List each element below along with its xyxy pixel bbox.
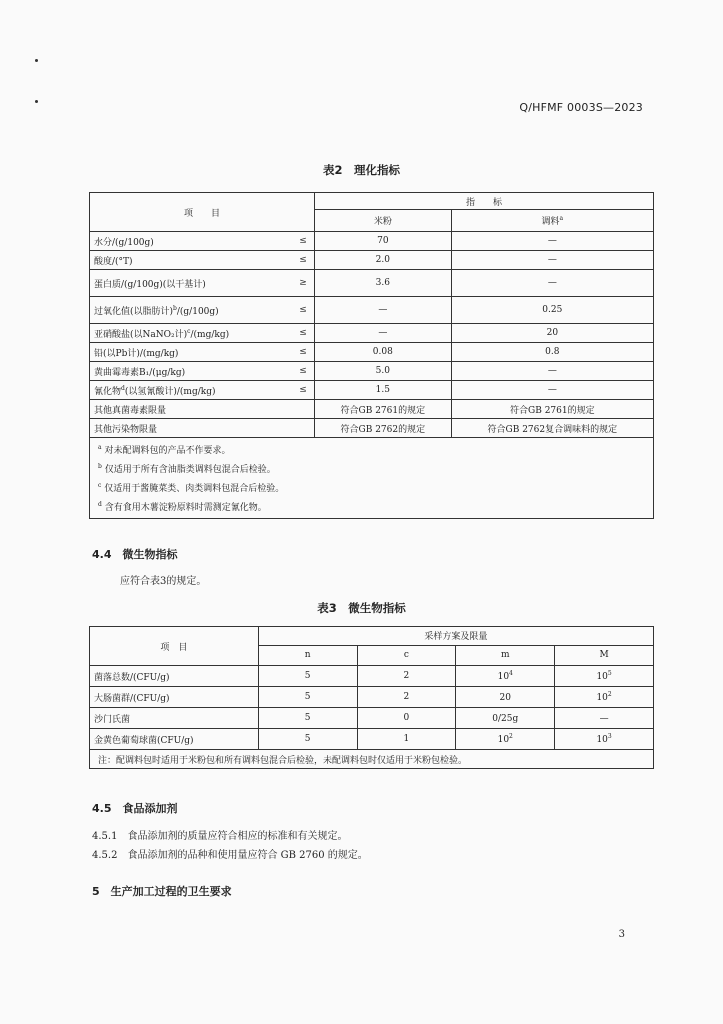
table2-row <box>90 297 654 324</box>
table2-item-text: 铅(以Pb计)/(mg/kg) <box>94 348 179 359</box>
table2-rice-value: 2.0 <box>315 251 452 270</box>
table2-seasoning-value: 20 <box>451 324 653 343</box>
table3-c: 1 <box>357 729 456 750</box>
clause-text: 食品添加剂的品种和使用量应符合 GB 2760 的规定。 <box>127 850 368 861</box>
table2-rice-value: 符合GB 2761的规定 <box>315 400 452 419</box>
table3-caption: 表3 微生物指标 <box>317 601 406 615</box>
table3-M-base: 10 <box>596 735 608 745</box>
table3-n: 5 <box>258 687 357 708</box>
table2-note-text: 仅适用于所有含油脂类调料包混合后检验。 <box>104 465 276 475</box>
table2-row <box>90 232 654 251</box>
table2-row <box>90 362 654 381</box>
table3-item: 沙门氏菌 <box>90 708 259 729</box>
footnote-mark: d <box>98 501 102 508</box>
table2-symbol: ≤ <box>292 251 315 270</box>
footnote-mark: b <box>173 304 177 312</box>
table3-row <box>90 729 654 750</box>
table3-row <box>90 708 654 729</box>
table2-item-text: 其他真菌毒素限量 <box>94 405 167 416</box>
table2-symbol: ≤ <box>292 324 315 343</box>
table2-note <box>98 440 645 459</box>
table2-note-text: 对未配调料包的产品不作要求。 <box>104 446 231 456</box>
table2-item <box>90 400 293 419</box>
table2-row <box>90 343 654 362</box>
table2-row <box>90 324 654 343</box>
table3-M-exponent: 2 <box>607 691 612 698</box>
table2-symbol: ≤ <box>292 381 315 400</box>
table2-header-indicator: 指 标 <box>315 193 654 210</box>
scan-dot <box>35 100 38 103</box>
table3-microbiological <box>89 626 654 769</box>
table3-M-base: 10 <box>596 693 608 703</box>
scan-dot <box>35 59 38 62</box>
table2-item-unit: /(g/100g) <box>176 306 219 317</box>
table2-caption: 表2 理化指标 <box>322 163 400 177</box>
section-4-4-text: 应符合表3的规定。 <box>120 576 207 587</box>
table3-m <box>456 729 555 750</box>
table2-item-text: 其他污染物限量 <box>94 424 158 435</box>
table3-M-base: — <box>599 714 609 724</box>
table2-item <box>90 270 293 297</box>
table2-symbol: ≤ <box>292 362 315 381</box>
table2-rice-value: 0.08 <box>315 343 452 362</box>
clause-text: 食品添加剂的质量应符合相应的标准和有关规定。 <box>127 831 348 842</box>
table2-row <box>90 270 654 297</box>
table3-m-exponent: 4 <box>509 670 513 677</box>
table2-symbol: ≤ <box>292 297 315 324</box>
table3-M-exponent: 5 <box>607 670 612 677</box>
table2-item-text: 过氧化值(以脂肪计) <box>94 306 174 317</box>
table2-header-rice: 米粉 <box>315 210 452 232</box>
table2-seasoning-value: 0.8 <box>451 343 653 362</box>
table2-seasoning-value: 符合GB 2762复合调味料的规定 <box>451 419 653 438</box>
table3-subheader: n <box>258 645 357 665</box>
table2-item <box>90 419 293 438</box>
table2-item <box>90 324 293 343</box>
table2-seasoning-value: — <box>451 381 653 400</box>
table3-note: 注：配调料包时适用于米粉包和所有调料包混合后检验，未配调料包时仅适用于米粉包检验。 <box>90 750 654 769</box>
section-4-5-1 <box>92 827 347 842</box>
table3-M <box>555 687 654 708</box>
table2-row <box>90 400 654 419</box>
table3-m <box>456 708 555 729</box>
footnote-mark: b <box>98 463 102 470</box>
table2-rice-value: 符合GB 2762的规定 <box>315 419 452 438</box>
table2-row <box>90 419 654 438</box>
table3-row <box>90 666 654 687</box>
table2-note <box>98 459 645 478</box>
table2-header-seasoning-label: 调料 <box>541 217 560 228</box>
table3-m-base: 20 <box>499 693 511 703</box>
table2-item-text: 黄曲霉毒素B₁/(μg/kg) <box>94 367 186 378</box>
table3-m-base: 10 <box>497 735 510 745</box>
section-4-4-title: 4.4 微生物指标 <box>92 548 178 561</box>
table2-note-text: 仅适用于酱腌菜类、肉类调料包混合后检验。 <box>104 484 285 494</box>
table3-M-base: 10 <box>596 672 608 682</box>
table3-M <box>555 708 654 729</box>
table3-M <box>555 729 654 750</box>
clause-number: 4.5.1 <box>92 831 118 842</box>
table2-seasoning-value: — <box>451 362 653 381</box>
table2-rice-value: — <box>315 297 452 324</box>
table2-item <box>90 381 293 400</box>
table2-item <box>90 251 293 270</box>
table3-M-exponent: 3 <box>607 733 612 740</box>
table3-subheader: M <box>555 645 654 665</box>
table2-note <box>98 478 645 497</box>
table2-note-text: 含有食用木薯淀粉原料时需测定氰化物。 <box>104 503 267 513</box>
table2-seasoning-value: — <box>451 251 653 270</box>
table3-n: 5 <box>258 708 357 729</box>
table2-rice-value: — <box>315 324 452 343</box>
table2-item <box>90 343 293 362</box>
table2-seasoning-value: 符合GB 2761的规定 <box>451 400 653 419</box>
table2-item <box>90 297 293 324</box>
table2-body <box>90 232 654 438</box>
table2-item-text: 蛋白质/(g/100g)(以干基计) <box>94 279 206 290</box>
table2-symbol: ≥ <box>292 270 315 297</box>
table2-symbol: ≤ <box>292 232 315 251</box>
table2-rice-value: 70 <box>315 232 452 251</box>
table2-row <box>90 251 654 270</box>
footnote-mark: d <box>121 384 125 392</box>
table2-physicochemical <box>89 192 654 519</box>
table3-c: 0 <box>357 708 456 729</box>
footnote-mark: c <box>187 327 191 335</box>
table2-symbol <box>292 419 315 438</box>
table2-seasoning-value: — <box>451 270 653 297</box>
table3-subheader: m <box>456 645 555 665</box>
table2-seasoning-value: — <box>451 232 653 251</box>
table3-m-exponent: 2 <box>509 733 513 740</box>
table2-item-text: 亚硝酸盐(以NaNO₂计) <box>94 329 188 340</box>
table3-item: 菌落总数/(CFU/g) <box>90 666 259 687</box>
table3-m-base: 10 <box>497 672 510 682</box>
table3-item: 金黄色葡萄球菌(CFU/g) <box>90 729 259 750</box>
footnote-mark: a <box>559 215 564 223</box>
table3-header-plan: 采样方案及限量 <box>258 627 653 646</box>
table2-note <box>98 497 645 516</box>
table3-header-item: 项 目 <box>90 627 259 666</box>
table2-rice-value: 3.6 <box>315 270 452 297</box>
table2-symbol: ≤ <box>292 343 315 362</box>
table3-c: 2 <box>357 666 456 687</box>
table2-item-text: 酸度/(°T) <box>94 256 133 267</box>
section-5-title: 5 生产加工过程的卫生要求 <box>92 885 232 898</box>
table3-m <box>456 666 555 687</box>
table2-notes-cell <box>90 438 654 519</box>
table2-item-unit: (以氢氰酸计)/(mg/kg) <box>124 386 216 397</box>
table3-n: 5 <box>258 729 357 750</box>
table2-rice-value: 1.5 <box>315 381 452 400</box>
table3-n: 5 <box>258 666 357 687</box>
table3-m-base: 0/25g <box>492 714 519 724</box>
table2-seasoning-value: 0.25 <box>451 297 653 324</box>
table2-rice-value: 5.0 <box>315 362 452 381</box>
table2-item-unit: /(mg/kg) <box>190 329 230 340</box>
table3-row <box>90 687 654 708</box>
section-4-5-2 <box>92 846 368 861</box>
table3-m <box>456 687 555 708</box>
table2-symbol <box>292 400 315 419</box>
table2-notes <box>90 438 654 519</box>
table3-c: 2 <box>357 687 456 708</box>
footnote-mark: a <box>98 444 102 451</box>
table3-M <box>555 666 654 687</box>
clause-number: 4.5.2 <box>92 850 118 861</box>
section-4-5-title: 4.5 食品添加剂 <box>92 802 178 815</box>
table2-row <box>90 381 654 400</box>
table3-subheader: c <box>357 645 456 665</box>
footnote-mark: c <box>98 482 102 489</box>
table2-item-text: 氰化物 <box>94 386 122 397</box>
document-code: Q/HFMF 0003S—2023 <box>519 101 643 114</box>
table2-header-seasoning <box>451 210 653 232</box>
page-number: 3 <box>618 929 625 940</box>
table2-item-text: 水分/(g/100g) <box>94 237 154 248</box>
table3-item: 大肠菌群/(CFU/g) <box>90 687 259 708</box>
table2-header-item: 项 目 <box>90 193 315 232</box>
table2-item <box>90 232 293 251</box>
table2-item <box>90 362 293 381</box>
table3-body <box>90 666 654 750</box>
